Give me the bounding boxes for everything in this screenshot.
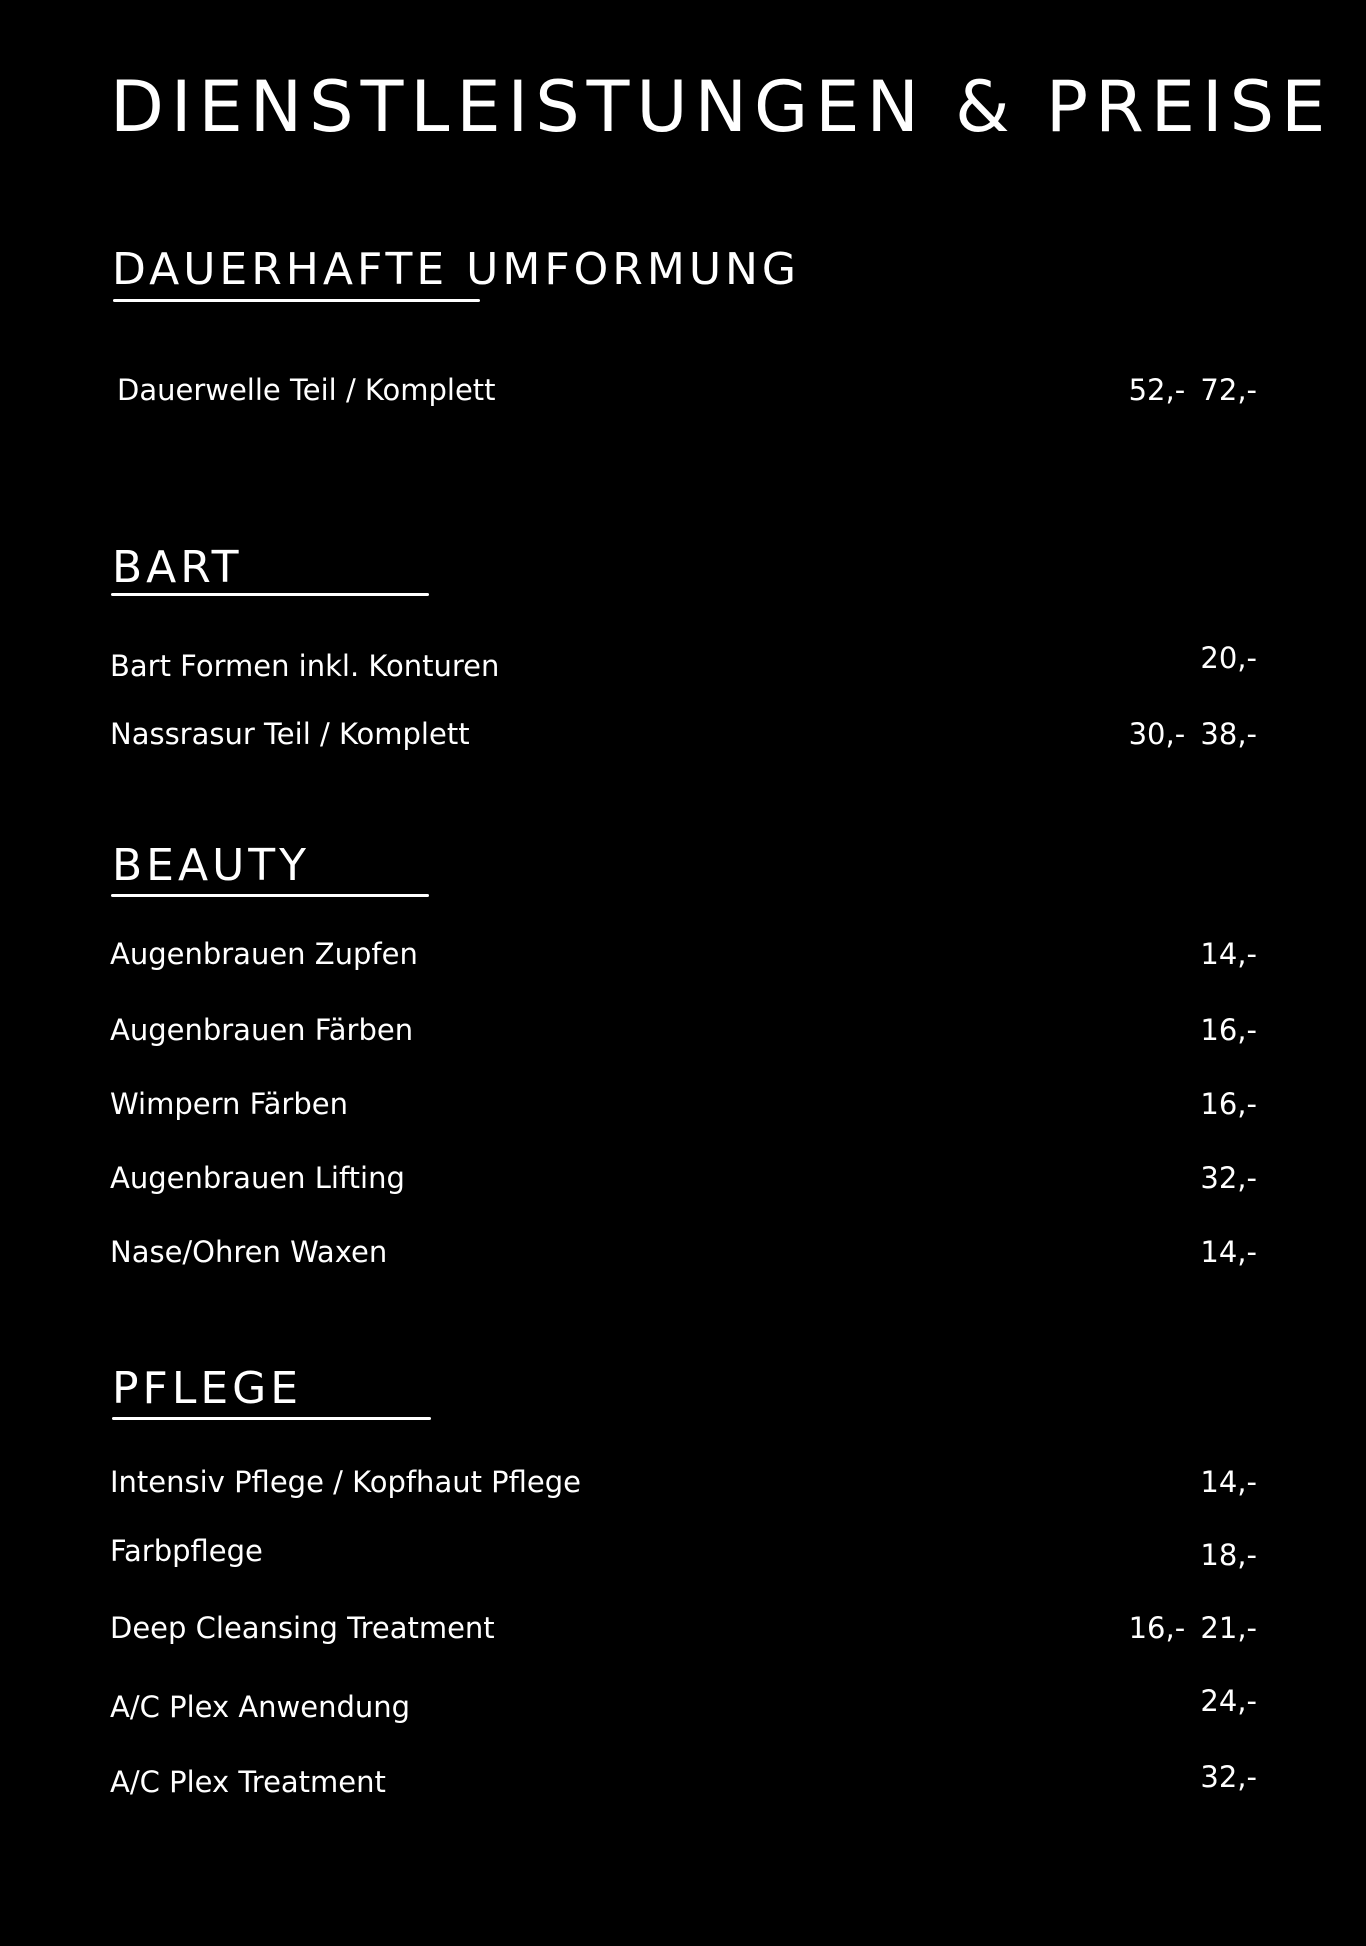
service-price: 16,-: [1200, 1013, 1257, 1047]
service-label: Nassrasur Teil / Komplett: [110, 717, 470, 751]
price-row: [110, 1533, 1257, 1573]
service-price: 30,- 38,-: [1128, 717, 1257, 751]
price-row: [117, 370, 1257, 410]
section-underline: [113, 299, 480, 302]
price-row: [110, 714, 1257, 754]
service-price: 18,-: [1200, 1538, 1257, 1572]
price-row: [110, 1010, 1257, 1050]
service-price: 16,-: [1200, 1087, 1257, 1121]
service-label: Augenbrauen Färben: [110, 1013, 414, 1047]
service-price: 32,-: [1200, 1760, 1257, 1794]
service-label: Bart Formen inkl. Konturen: [110, 649, 500, 683]
service-price: 14,-: [1200, 937, 1257, 971]
service-label: A/C Plex Anwendung: [110, 1690, 411, 1724]
section-heading-bart: BART: [112, 542, 243, 593]
section-underline: [111, 894, 429, 897]
section-heading-dauerhafte-umformung: DAUERHAFTE UMFORMUNG: [112, 244, 801, 295]
service-label: Wimpern Färben: [110, 1087, 348, 1121]
service-label: Farbpflege: [110, 1534, 263, 1568]
price-row: [110, 1158, 1257, 1198]
service-label: Augenbrauen Zupfen: [110, 937, 418, 971]
service-label: Deep Cleansing Treatment: [110, 1611, 495, 1645]
price-row: [110, 1232, 1257, 1272]
service-price: 24,-: [1200, 1684, 1257, 1718]
price-row: [110, 642, 1257, 682]
service-label: Nase/Ohren Waxen: [110, 1235, 388, 1269]
section-heading-pflege: PFLEGE: [112, 1363, 303, 1414]
service-price: 16,- 21,-: [1128, 1611, 1257, 1645]
service-price: 52,- 72,-: [1128, 373, 1257, 407]
section-underline: [111, 593, 429, 596]
service-label: A/C Plex Treatment: [110, 1765, 386, 1799]
service-label: Dauerwelle Teil / Komplett: [117, 373, 496, 407]
price-row: [110, 934, 1257, 974]
service-price: 14,-: [1200, 1235, 1257, 1269]
service-price: 32,-: [1200, 1161, 1257, 1195]
service-label: Intensiv Pflege / Kopfhaut Pflege: [110, 1465, 582, 1499]
price-row: [110, 1683, 1257, 1723]
price-row: [110, 1608, 1257, 1648]
price-row: [110, 1084, 1257, 1124]
page-title: DIENSTLEISTUNGEN & PREISE: [110, 66, 1333, 148]
service-price: 14,-: [1200, 1465, 1257, 1499]
section-heading-beauty: BEAUTY: [112, 840, 311, 891]
service-price: 20,-: [1200, 641, 1257, 675]
price-row: [110, 1760, 1257, 1800]
price-row: [110, 1462, 1257, 1502]
service-label: Augenbrauen Lifting: [110, 1161, 405, 1195]
section-underline: [112, 1417, 431, 1420]
